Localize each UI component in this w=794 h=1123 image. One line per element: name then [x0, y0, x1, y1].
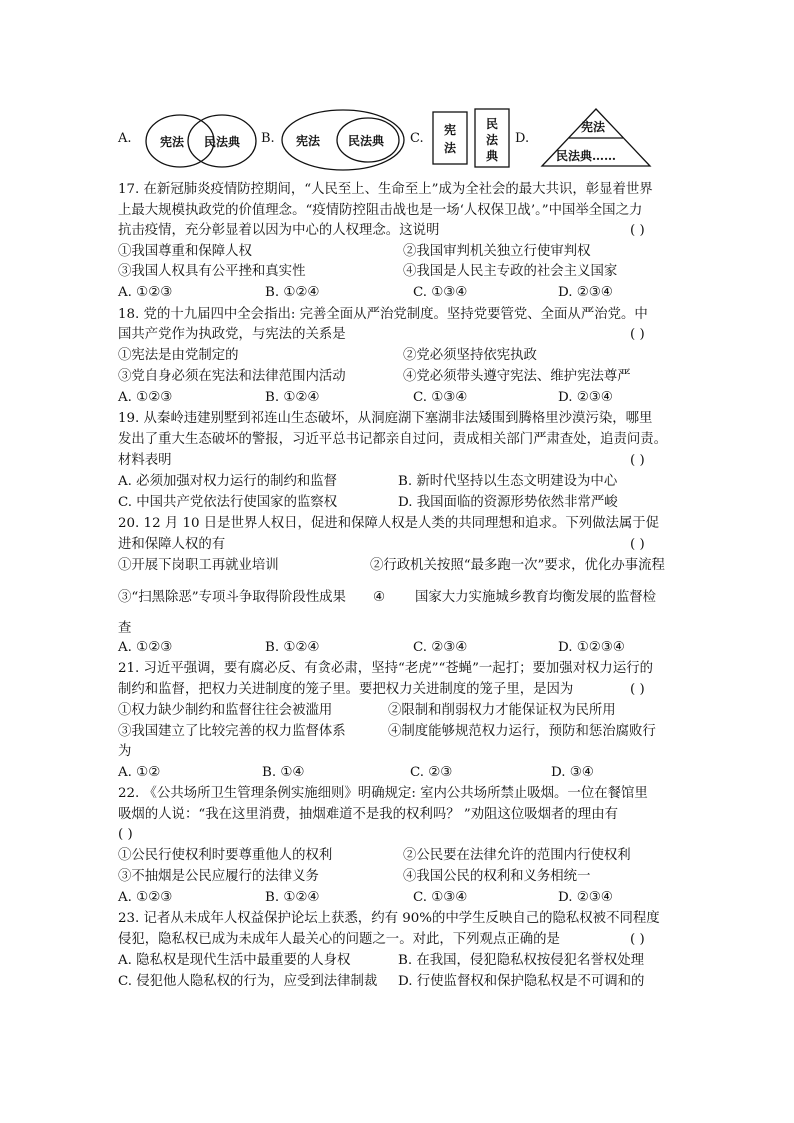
- diagram-a-overlapping-circles: [142, 112, 260, 170]
- text-xianfa: 宪法: [581, 120, 606, 134]
- q18-answer-blank: ( ): [630, 327, 645, 342]
- q23-option-a: A. 隐私权是现代生活中最重要的人身权: [118, 953, 351, 968]
- q20-statement-4-number: ④: [373, 590, 386, 605]
- q21-option-a: A. ①②: [118, 765, 161, 780]
- box-xianfa: [433, 112, 467, 164]
- q22-option-d: D. ②③④: [558, 890, 613, 905]
- q20-option-c: C. ②③④: [413, 640, 468, 655]
- q17-option-b: B. ①②④: [265, 285, 320, 300]
- q22-option-b: B. ①②④: [265, 890, 320, 905]
- text-xianfa: 宪法: [160, 135, 185, 149]
- q21-statement-3: ③我国建立了比较完善的权力监督体系: [118, 724, 346, 739]
- q23-option-c: C. 侵犯他人隐私权的行为，应受到法律制裁: [118, 974, 378, 989]
- q23-option-b: B. 在我国，侵犯隐私权按侵犯名誉权处理: [398, 953, 644, 968]
- text-xianfa: 宪法: [296, 134, 321, 148]
- q18-option-b: B. ①②④: [265, 390, 320, 405]
- text-minfadian: 民法典: [348, 134, 385, 148]
- text-minfadian: 民法典: [204, 135, 241, 149]
- q22-statement-1: ①公民行使权利时要尊重他人的权利: [118, 848, 333, 863]
- text-fa: 法: [444, 141, 457, 155]
- q20-stem-line1: 20. 12 月 10 日是世界人权日，促进和保障人权是人类的共同理想和追求。下列做法属于促: [118, 516, 660, 531]
- text-minfadian-dots: 民法典……: [556, 149, 617, 163]
- q17-statement-3: ③我国人权具有公平挫和真实性: [118, 264, 306, 279]
- q18-option-a: A. ①②③: [118, 390, 173, 405]
- q18-statement-4: ④党必须带头遵守宪法、维护宪法尊严: [403, 369, 631, 384]
- diagram-d-pyramid: [538, 106, 654, 170]
- q17-option-c: C. ①③④: [413, 285, 468, 300]
- diagram-c-separate-boxes: [430, 108, 514, 168]
- q21-option-c: C. ②③: [410, 765, 453, 780]
- q17-statement-4: ④我国是人民主专政的社会主义国家: [403, 264, 618, 279]
- q20-stem-line2: 进和保障人权的有: [118, 537, 226, 552]
- q22-stem-line2: 吸烟的人说：“我在这里消费，抽烟难道不是我的权利吗？ ”劝阻这位吸烟者的理由有: [118, 807, 619, 822]
- q17-answer-blank: ( ): [630, 223, 645, 238]
- q18-statement-1: ①宪法是由党制定的: [118, 348, 239, 363]
- q23-answer-blank: ( ): [630, 932, 645, 947]
- q17-stem-line2: 上最大规模执政党的价值理念。“疫情防控阻击战也是一场‘人权保卫战’。”中国举全国之力: [118, 203, 643, 218]
- q20-statement-3: ③“扫黑除恶”专项斗争取得阶段性成果: [118, 590, 346, 605]
- q18-option-c: C. ①③④: [413, 390, 468, 405]
- q17-statement-1: ①我国尊重和保障人权: [118, 244, 252, 259]
- q20-option-d: D. ①②③④: [558, 640, 625, 655]
- q18-stem-line1: 18. 党的十九届四中全会指出: 完善全面从严治党制度。坚持党要管党、全面从严治党。中: [118, 307, 648, 322]
- text-xian: 宪: [444, 123, 457, 137]
- q23-option-d: D. 行使监督权和保护隐私权是不可调和的: [398, 974, 645, 989]
- q20-answer-blank: ( ): [630, 537, 645, 552]
- q19-stem-line1: 19. 从秦岭违建别墅到祁连山生态破坏，从洞庭湖下塞湖非法矮围到腾格里沙漠污染，哪里: [118, 411, 653, 426]
- q22-stem-line1: 22. 《公共场所卫生管理条例实施细则》明确规定: 室内公共场所禁止吸烟。一位在餐馆里: [118, 786, 648, 801]
- q21-stem-line2: 制约和监督，把权力关进制度的笼子里。要把权力关进制度的笼子里，是因为: [118, 682, 574, 697]
- q21-statement-1: ①权力缺少制约和监督往往会被滥用: [118, 703, 333, 718]
- q18-stem-line2: 国共产党作为执政党，与宪法的关系是: [118, 327, 346, 342]
- text-dian: 典: [486, 149, 499, 163]
- q23-stem-line1: 23. 记者从未成年人权益保护论坛上获悉，约有 90%的中学生反映自己的隐私权被不同程度: [118, 911, 660, 926]
- option-a-label: A.: [118, 131, 132, 146]
- option-c-label: C.: [410, 131, 424, 146]
- q17-stem-line1: 17. 在新冠肺炎疫情防控期间，“人民至上、生命至上”成为全社会的最大共识，彰显着世界: [118, 182, 653, 197]
- q17-statement-2: ②我国审判机关独立行使审判权: [403, 244, 591, 259]
- diagram-b-nested-circles: [280, 108, 410, 172]
- q20-statement-4-end: 查: [118, 621, 132, 636]
- q17-option-d: D. ②③④: [558, 285, 613, 300]
- q21-option-b: B. ①④: [262, 765, 305, 780]
- q22-answer-blank: ( ): [118, 827, 133, 842]
- q22-option-a: A. ①②③: [118, 890, 173, 905]
- option-d-label: D.: [515, 131, 530, 146]
- q19-option-c: C. 中国共产党依法行使国家的监察权: [118, 495, 338, 510]
- q21-stem-line1: 21. 习近平强调，要有腐必反、有贪必肃，坚持“老虎”“苍蝇”一起打；要加强对权力运行的: [118, 661, 653, 676]
- q20-statement-1: ①开展下岗职工再就业培训: [118, 558, 279, 573]
- q17-option-a: A. ①②③: [118, 285, 173, 300]
- q22-statement-4: ④我国公民的权利和义务相统一: [403, 869, 591, 884]
- q21-statement-2: ②限制和削弱权力才能保证权为民所用: [388, 703, 616, 718]
- q21-option-d: D. ③④: [551, 765, 594, 780]
- q17-stem-line3: 抗击疫情，充分彰显着以因为中心的人权理念。这说明: [118, 223, 440, 238]
- q21-answer-blank: ( ): [630, 682, 645, 697]
- q22-statement-2: ②公民要在法律允许的范围内行使权利: [403, 848, 631, 863]
- q22-option-c: C. ①③④: [413, 890, 468, 905]
- q19-option-d: D. 我国面临的资源形势依然非常严峻: [398, 495, 618, 510]
- q20-statement-2: ②行政机关按照“最多跑一次”要求，优化办事流程: [370, 558, 665, 573]
- q20-statement-4: 国家大力实施城乡教育均衡发展的监督检: [415, 590, 657, 605]
- q19-stem-line2: 发出了重大生态破坏的警报，习近平总书记都亲自过问，责成相关部门严肃查处，追责问责。: [118, 432, 668, 447]
- q22-statement-3: ③不抽烟是公民应履行的法律义务: [118, 869, 319, 884]
- q18-statement-3: ③党自身必须在宪法和法律范围内活动: [118, 369, 346, 384]
- q20-option-b: B. ①②④: [265, 640, 320, 655]
- option-b-label: B.: [261, 131, 275, 146]
- q21-statement-4-end: 为: [118, 744, 132, 759]
- q19-option-b: B. 新时代坚持以生态文明建设为中心: [398, 474, 618, 489]
- q18-statement-2: ②党必须坚持依宪执政: [403, 348, 537, 363]
- q23-stem-line2: 侵犯，隐私权已成为未成年人最关心的问题之一。对此，下列观点正确的是: [118, 932, 560, 947]
- text-min: 民: [486, 117, 499, 131]
- q19-answer-blank: ( ): [630, 453, 645, 468]
- q18-option-d: D. ②③④: [558, 390, 613, 405]
- q19-stem-line3: 材料表明: [118, 453, 172, 468]
- q20-option-a: A. ①②③: [118, 640, 173, 655]
- q19-option-a: A. 必须加强对权力运行的制约和监督: [118, 474, 338, 489]
- text-fa2: 法: [486, 133, 499, 147]
- q21-statement-4: ④制度能够规范权力运行，预防和惩治腐败行: [388, 724, 656, 739]
